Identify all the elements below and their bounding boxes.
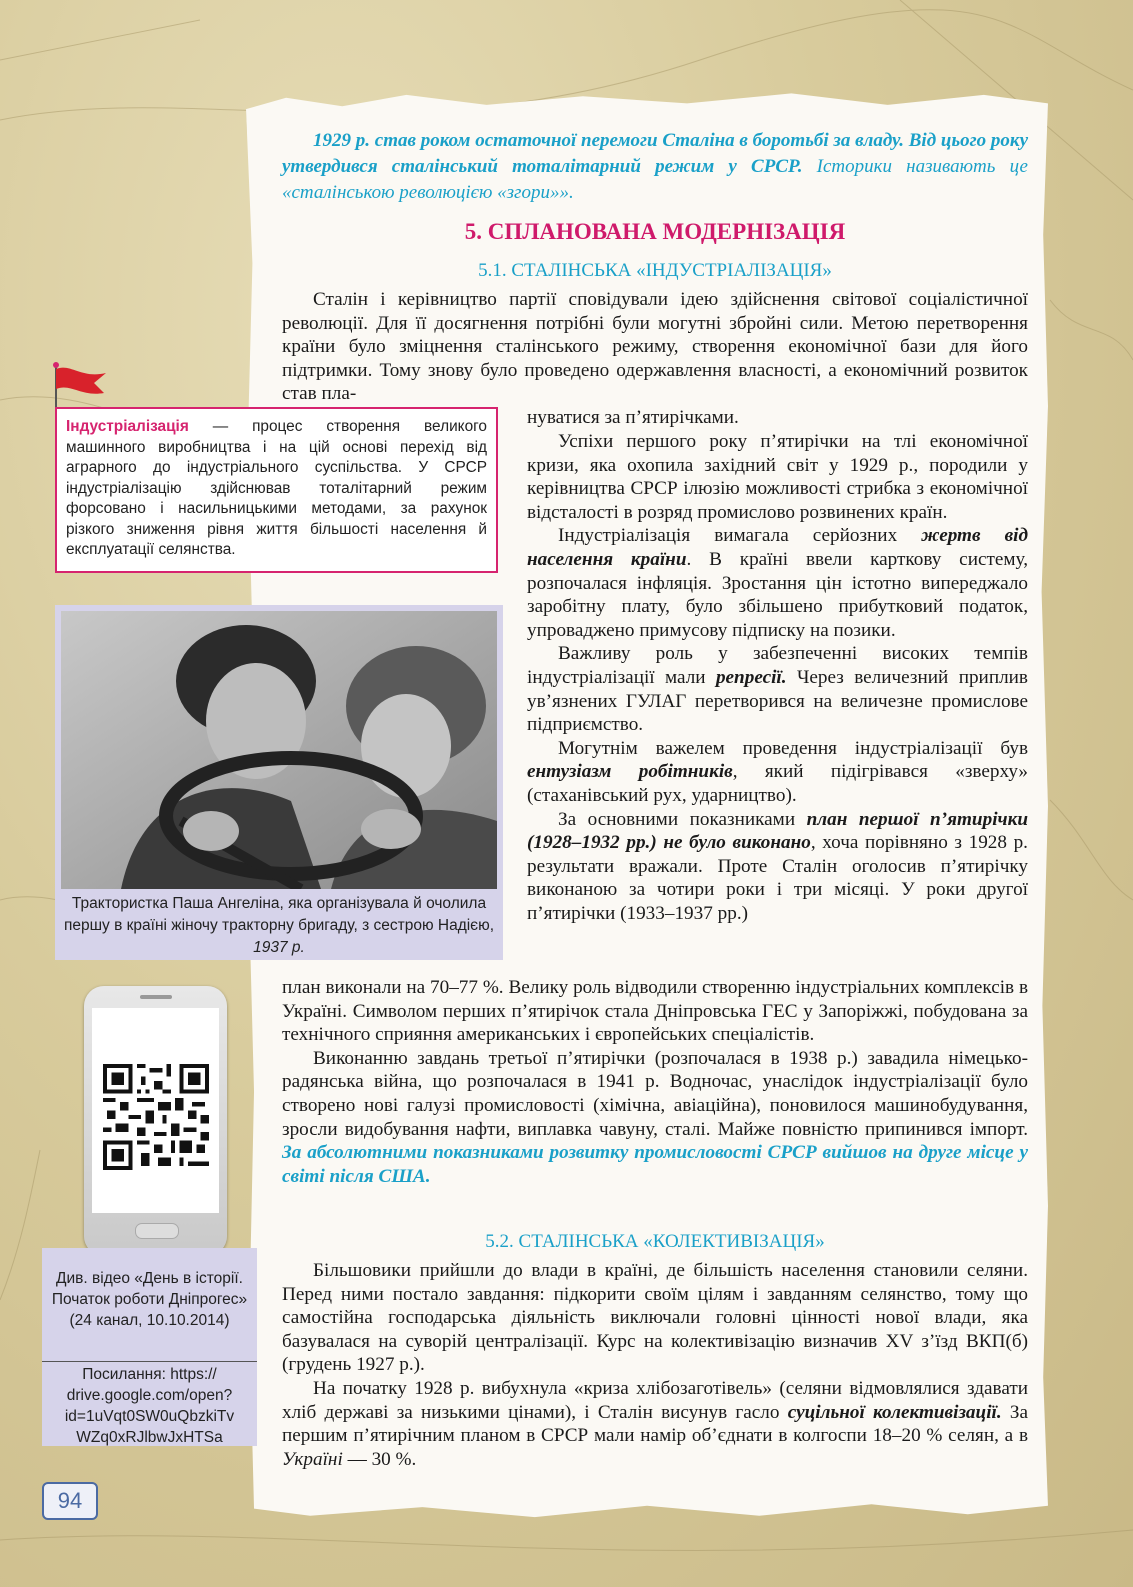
p5-c: , який підігрівався «зверху» (стаханівський рух, ударництво). bbox=[527, 761, 1028, 806]
p9-italic: Україні bbox=[282, 1448, 343, 1470]
qr-code-icon[interactable] bbox=[103, 1064, 209, 1170]
paragraph-1-end-text: нуватися за п’ятирічками. bbox=[527, 407, 739, 428]
historical-photo bbox=[61, 611, 497, 889]
phone-screen bbox=[92, 1008, 219, 1213]
photo-caption-text: Трактористка Паша Ангеліна, яка організувала й очолила першу в країні жіночу тракторну бригаду, з сестрою Надією, bbox=[63, 895, 495, 934]
narrow-column bbox=[527, 430, 1028, 925]
lower-full-column bbox=[282, 976, 1028, 1188]
paragraph-8: Більшовики прийшли до влади в країні, де більшість населення становили селяни. Перед ними постало завдання: підкорити своїм цілям і завданням селянство, тому що самостійна господарська діяльність виключали головні цінності нової влади, яка базувалася на суворій централізації. Курс на колективізацію визначив XV з’їзд ВКП(б) (грудень 1927 р.). bbox=[282, 1260, 1028, 1376]
p6-a: За основними показниками bbox=[558, 808, 807, 830]
p5-a: Могутнім важелем проведення індустріалізації був bbox=[558, 737, 1028, 759]
intro-bold-text: 1929 р. став роком остаточної перемоги Сталіна в боротьбі за владу. Від цього року утвердився сталінський тоталітарний режим у СРСР. bbox=[282, 130, 1028, 177]
paragraph-6 bbox=[527, 808, 1028, 926]
subsection-title-industrialization: 5.1. СТАЛІНСЬКА «ІНДУСТРІАЛІЗАЦІЯ» bbox=[478, 260, 832, 281]
p9-e: — 30 %. bbox=[342, 1448, 417, 1470]
paragraph-2: Успіхи першого року п’ятирічки на тлі економічної кризи, яка охопила західний світ у 1929 р., породили у керівництва СРСР ілюзію можливості стрибка з економічної відсталості в розряд промислово розвинених країн. bbox=[527, 431, 1028, 523]
intro-paragraph bbox=[282, 128, 1028, 206]
intro-italic-text: Історики називають це «сталінською революцією «згори»». bbox=[282, 156, 1028, 203]
p6-emphasis: план першої п’ятирічки (1928–1932 рр.) не було виконано bbox=[527, 808, 1028, 854]
p3-emphasis: жертв від населення країни bbox=[527, 525, 1028, 570]
p4-a: Важливу роль у забезпеченні високих темпів індустріалізації мали bbox=[527, 643, 1028, 688]
paragraph-3 bbox=[527, 524, 1028, 642]
paragraph-7 bbox=[282, 1047, 1028, 1189]
paragraph-1 bbox=[282, 288, 1028, 406]
photo-figure bbox=[55, 605, 503, 960]
photo-caption bbox=[55, 893, 503, 959]
p6-c: , хоча порівняно з 1928 р. результати вражали. Проте Сталін оголосив п’ятирічку виконаною за чотири роки і три місяці. У роки другої п’ятирічки (1933–1937 рр.) bbox=[527, 832, 1028, 924]
phone-home-button bbox=[135, 1223, 179, 1239]
p7-highlight: За абсолютними показниками розвитку промисловості СРСР вийшов на друге місце у світі після США. bbox=[282, 1142, 1028, 1187]
subsection-title-collectivization: 5.2. СТАЛІНСЬКА «КОЛЕКТИВІЗАЦІЯ» bbox=[485, 1231, 825, 1252]
video-label: Див. відео «День в історії. Початок роботи Дніпрогес» (24 канал, 10.10.2014) bbox=[51, 1270, 248, 1329]
p4-emphasis: репресії. bbox=[715, 666, 787, 688]
section-title: 5. СПЛАНОВАНА МОДЕРНІЗАЦІЯ bbox=[464, 219, 846, 244]
paragraph-4 bbox=[527, 642, 1028, 736]
p7-a: Виконанню завдань третьої п’ятирічки (розпочалася в 1938 р.) завадила німецько-радянська війна, що розпочалася в 1941 р. Водночас, унаслідок індустріалізації було створено нові галузі промисловості (хімічна, авіаційна), поновилося машинобудування, зросли видобування нафти, виплавка чавуну, сталі. Майже повністю припинився імпорт. bbox=[282, 1047, 1028, 1140]
definition-term: Індустріалізація bbox=[66, 418, 189, 435]
paragraph-9 bbox=[282, 1377, 1028, 1471]
definition-text: — процес створення великого машинного виробництва і на цій основі перехід від аграрного до індустріального суспільства. У СРСР індустріалізацію здійснював тоталітарний режим форсовано і насильницькими методами, за рахунок різкого зниження рівня життя більшості населення й експлуатації селянства. bbox=[66, 418, 487, 558]
phone-speaker bbox=[140, 995, 172, 999]
video-reference-box bbox=[42, 1248, 257, 1446]
paragraph-1-text: Сталін і керівництво партії сповідували ідею здійснення світової соціалістичної революції. Для її досягнення потрібні були могутні збройні сили. Метою перетворення країни було зміцнення сталінського режиму, створення економічної бази для його підтримки. Тому знову було проведено одержавлення власності, а економічний розвиток став пла- bbox=[282, 289, 1028, 405]
p3-c: . В країні ввели карткову систему, розпочалася інфляція. Зростання цін істотно випереджало заробітну плату, було збільшено прибутковий податок, упроваджено примусову підписку на позики. bbox=[527, 548, 1028, 641]
p9-c: За першим п’ятирічним планом в СРСР мали намір об’єднати в колгоспи 18–20 % селян, а в bbox=[282, 1401, 1028, 1447]
paragraph-1-end bbox=[527, 406, 1028, 430]
smartphone-illustration bbox=[84, 986, 227, 1256]
page-number: 94 bbox=[42, 1482, 98, 1520]
p4-c: Через величезний приплив ув’язнених ГУЛАГ перетворився на величезне промислове підприємство. bbox=[527, 666, 1028, 736]
p5-emphasis: ентузіазм робітників bbox=[527, 761, 733, 783]
video-link[interactable]: Посилання: https:// drive.google.com/open? id=1uVqt0SW0uQbzkiTv WZq0xRJlbwJxHTSa bbox=[42, 1361, 257, 1448]
definition-box bbox=[55, 407, 498, 573]
paragraph-6-cont: план виконали на 70–77 %. Велику роль відводили створенню індустріальних комплексів в Україні. Символом перших п’ятирічок стала Дніпровська ГЕС у Запоріжжі, побудована за технічного сприяння американських і європейських спеціалістів. bbox=[282, 977, 1028, 1046]
p3-a: Індустріалізація вимагала серйозних bbox=[558, 525, 922, 547]
p9-emphasis: суцільної колективізації. bbox=[787, 1401, 1002, 1423]
p9-a: На початку 1928 р. вибухнула «криза хлібозаготівель» (селяни відмовлялися здавати хліб державі за низькими цінами), і Сталін висунув гасло bbox=[282, 1377, 1028, 1423]
paragraph-5 bbox=[527, 737, 1028, 808]
photo-caption-year: 1937 р. bbox=[253, 939, 305, 956]
collectivization-column bbox=[282, 1259, 1028, 1471]
